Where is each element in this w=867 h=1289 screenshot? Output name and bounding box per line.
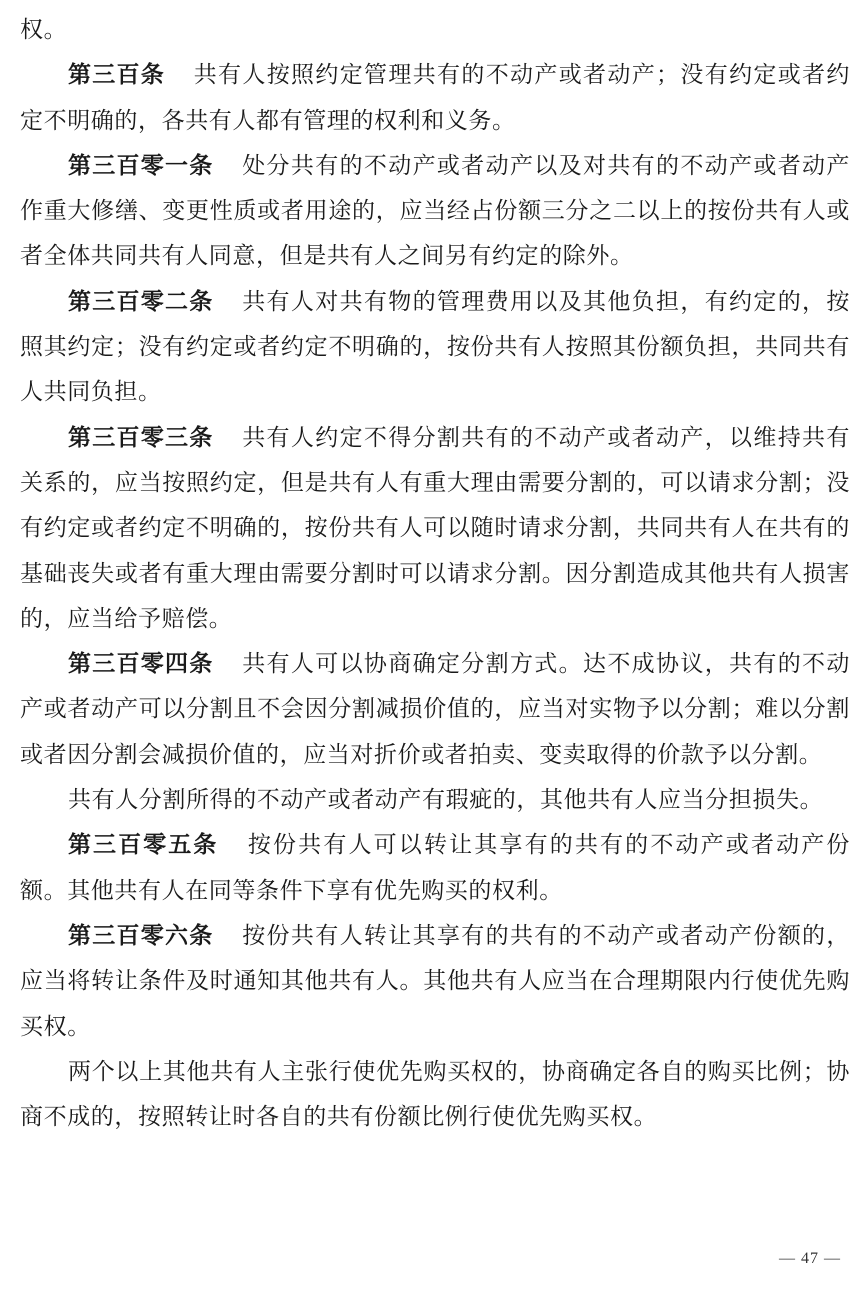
article-text: 共有人对共有物的管理费用以及其他负担，有约定的，按照其约定；没有约定或者约定不明确的，按份共有人按照其份额负担，共同共有人共同负担。 bbox=[20, 288, 851, 406]
article-303 bbox=[20, 416, 850, 642]
article-304-paragraph-2 bbox=[20, 778, 850, 823]
article-306-paragraph-2 bbox=[20, 1050, 850, 1141]
article-number: 第三百零一条 bbox=[68, 152, 214, 179]
article-number: 第三百条 bbox=[68, 62, 165, 89]
paragraph bbox=[20, 8, 850, 53]
article-number: 第三百零六条 bbox=[68, 922, 214, 949]
article-text: 处分共有的不动产或者动产以及对共有的不动产或者动产作重大修缮、变更性质或者用途的，应当经占份额三分之二以上的按份共有人或者全体共同共有人同意，但是共有人之间另有约定的除外。 bbox=[20, 152, 851, 270]
article-306 bbox=[20, 914, 850, 1050]
article-text: 共有人可以协商确定分割方式。达不成协议，共有的不动产或者动产可以分割且不会因分割减损价值的，应当对实物予以分割；难以分割或者因分割会减损价值的，应当对折价或者拍卖、变卖取得的价款予以分割。 bbox=[20, 651, 851, 768]
document-page bbox=[20, 8, 850, 1140]
paragraph-text: 两个以上其他共有人主张行使优先购买权的，协商确定各自的购买比例；协商不成的，按照转让时各自的共有份额比例行使优先购买权。 bbox=[20, 1058, 850, 1131]
article-number: 第三百零三条 bbox=[68, 424, 214, 451]
article-301 bbox=[20, 144, 850, 280]
article-text: 共有人约定不得分割共有的不动产或者动产，以维持共有关系的，应当按照约定，但是共有人有重大理由需要分割的，可以请求分割；没有约定或者约定不明确的，按份共有人可以随时请求分割，共同共有人在共有的基础丧失或者有重大理由需要分割时可以请求分割。因分割造成其他共有人损害的，应当给予赔偿。 bbox=[20, 424, 851, 632]
article-number: 第三百零五条 bbox=[68, 832, 219, 859]
paragraph-text: 权。 bbox=[20, 17, 68, 43]
article-300 bbox=[20, 53, 850, 144]
paragraph-text: 共有人分割所得的不动产或者动产有瑕疵的，其他共有人应当分担损失。 bbox=[68, 787, 824, 814]
article-number: 第三百零二条 bbox=[68, 288, 214, 315]
article-302 bbox=[20, 280, 850, 416]
article-text: 按份共有人转让其享有的共有的不动产或者动产份额的，应当将转让条件及时通知其他共有人。其他共有人应当在合理期限内行使优先购买权。 bbox=[20, 922, 851, 1040]
article-number: 第三百零四条 bbox=[68, 651, 214, 678]
article-text: 共有人按照约定管理共有的不动产或者动产；没有约定或者约定不明确的，各共有人都有管理的权利和义务。 bbox=[20, 62, 851, 134]
page-number: — 47 — bbox=[779, 1250, 841, 1267]
article-text: 按份共有人可以转让其享有的共有的不动产或者动产份额。其他共有人在同等条件下享有优先购买的权利。 bbox=[20, 832, 851, 904]
article-305 bbox=[20, 823, 850, 914]
article-304 bbox=[20, 642, 850, 778]
